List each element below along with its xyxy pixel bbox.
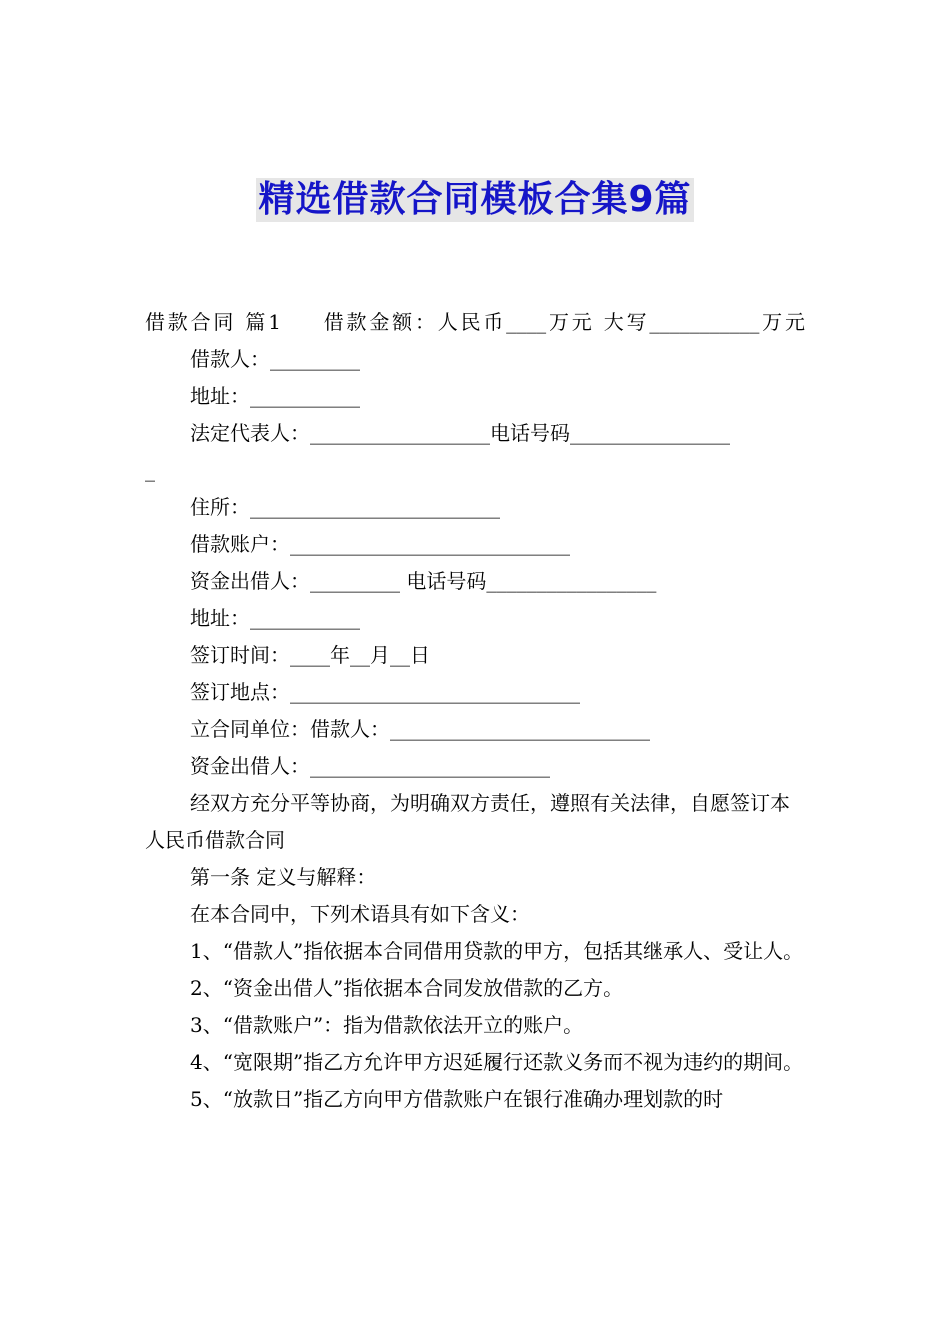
- document-title: 精选借款合同模板合集9篇: [258, 179, 692, 220]
- legal-representative-field: 法定代表人：__________________电话号码________________: [190, 421, 730, 445]
- signing-date-field: 签订时间：____年__月__日: [190, 643, 430, 667]
- contract-party-borrower-field: 立合同单位：借款人：__________________________: [190, 717, 650, 741]
- document-title-wrap: [0, 178, 950, 222]
- residence-field: 住所：_________________________: [190, 495, 500, 519]
- article-one-heading: 第一条 定义与解释：: [190, 865, 377, 889]
- definition-item-4: 4、“宽限期”指乙方允许甲方迟延履行还款义务而不视为违约的期间。: [190, 1050, 804, 1074]
- legal-representative-field-wrap: _: [145, 458, 155, 482]
- definition-item-2: 2、“资金出借人”指依据本合同发放借款的乙方。: [190, 976, 624, 1000]
- borrower-address-field: 地址：___________: [190, 384, 360, 408]
- definition-item-3: 3、“借款账户”：指为借款依法开立的账户。: [190, 1013, 584, 1037]
- contract-party-lender-field: 资金出借人：________________________: [190, 754, 550, 778]
- definition-item-1: 1、“借款人”指依据本合同借用贷款的甲方，包括其继承人、受让人。: [190, 939, 804, 963]
- borrower-field: 借款人：_________: [190, 347, 360, 371]
- signing-place-field: 签订地点：_____________________________: [190, 680, 580, 704]
- definition-item-5: 5、“放款日”指乙方向甲方借款账户在银行准确办理划款的时: [190, 1087, 724, 1111]
- definitions-intro: 在本合同中，下列术语具有如下含义：: [190, 902, 530, 926]
- preamble-paragraph: 经双方充分平等协商，为明确双方责任，遵照有关法律，自愿签订本人民币借款合同: [145, 791, 790, 852]
- loan-account-field: 借款账户：____________________________: [190, 532, 570, 556]
- document-body: [145, 304, 805, 1118]
- lender-field: 资金出借人：_________ 电话号码_________________: [190, 569, 657, 593]
- lender-address-field: 地址：___________: [190, 606, 360, 630]
- contract-heading-line: 借款合同 篇1 借款金额：人民币____万元 大写___________万元: [145, 310, 805, 334]
